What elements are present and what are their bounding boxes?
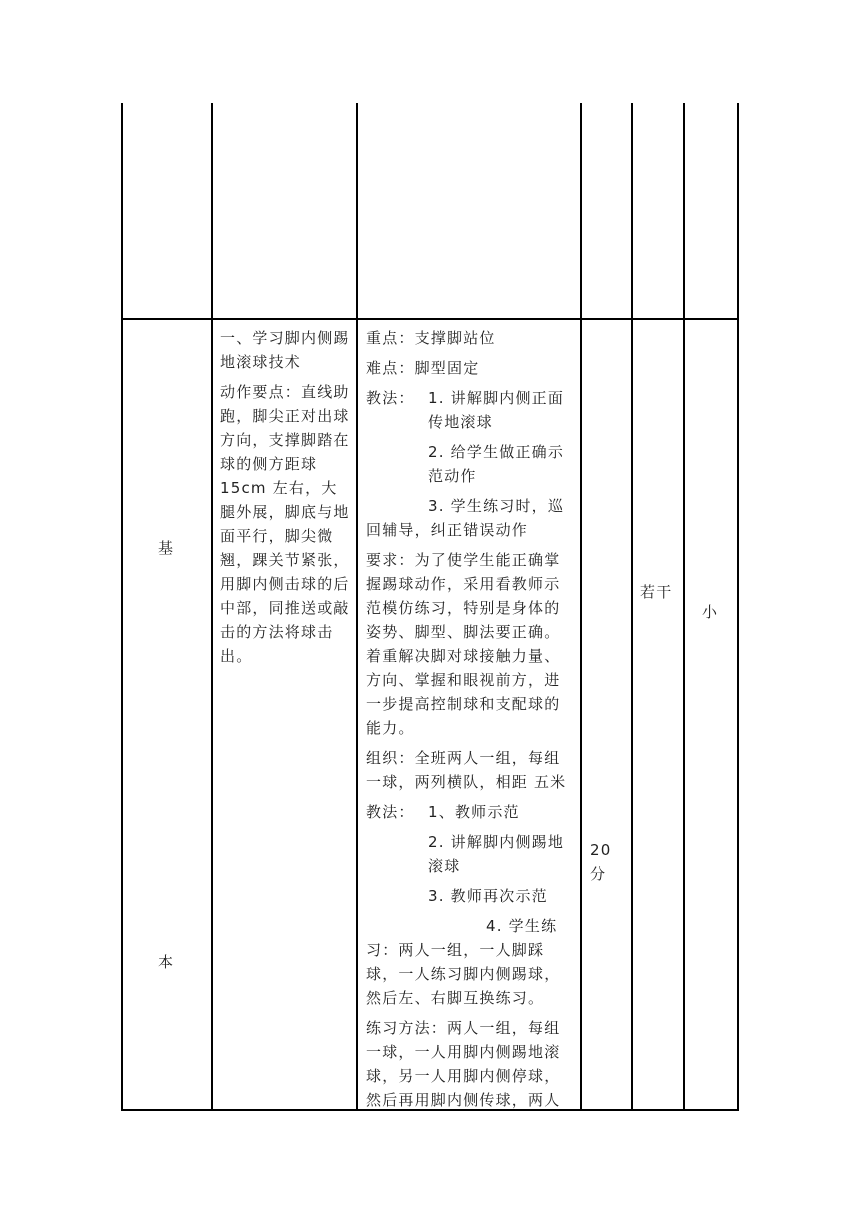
divider-1 bbox=[211, 103, 213, 1111]
method-1-step-2: 2. 给学生做正确示范动作 bbox=[428, 443, 565, 485]
divider-3 bbox=[580, 103, 582, 1111]
border-right bbox=[737, 103, 739, 1111]
method-label-1: 教法： bbox=[366, 389, 415, 407]
method-2-step-2: 2. 讲解脚内侧踢地滚球 bbox=[428, 833, 565, 875]
divider-4 bbox=[631, 103, 633, 1111]
count-cell: 若干 bbox=[640, 583, 673, 601]
requirement: 要求：为了使学生能正确掌握踢球动作，采用看教师示范模仿练习，特别是身体的姿势、脚型、脚法要正确。着重解决脚对球接触力量、方向、掌握和眼视前方，进一步提高控制球和支配球的能力。 bbox=[366, 551, 561, 737]
difficulty-point: 难点：脚型固定 bbox=[366, 359, 480, 377]
method-1-step-1: 1. 讲解脚内侧正面传地滚球 bbox=[428, 389, 565, 431]
section-label-ben: 本 bbox=[158, 953, 175, 971]
method-block-1 bbox=[366, 386, 576, 542]
intensity-cell: 小 bbox=[702, 603, 719, 621]
method-block-2 bbox=[366, 800, 576, 1010]
section-label-ji: 基 bbox=[158, 539, 175, 557]
key-point: 重点：支撑脚站位 bbox=[366, 329, 496, 347]
action-points: 动作要点：直线助跑，脚尖正对出球方向，支撑脚踏在球的侧方距球 15cm 左右，大腿外展，脚底与地面平行，脚尖微翘，踝关节紧张，用脚内侧击球的后中部，同推送或敲击的方法将球击出。 bbox=[220, 383, 350, 665]
method-1-step-3: 3. 学生练习时，巡回辅导，纠正错误动作 bbox=[366, 497, 565, 539]
row-divider bbox=[121, 318, 739, 320]
divider-5 bbox=[683, 103, 685, 1111]
method-column bbox=[366, 326, 576, 1118]
border-left bbox=[121, 103, 123, 1111]
divider-2 bbox=[356, 103, 358, 1111]
lesson-title: 一、学习脚内侧踢地滚球技术 bbox=[220, 329, 350, 371]
method-label-2: 教法： bbox=[366, 803, 415, 821]
content-column bbox=[220, 326, 352, 674]
practice-method: 练习方法：两人一组，每组一球，一人用脚内侧踢地滚球，另一人用脚内侧停球，然后再用脚内侧传球，两人 bbox=[366, 1019, 561, 1109]
method-2-step-4: 4. 学生练习：两人一组，一人脚踩球，一人练习脚内侧踢球，然后左、右脚互换练习。 bbox=[366, 917, 561, 1007]
method-2-step-1: 1、教师示范 bbox=[428, 803, 520, 821]
time-cell: 20分 bbox=[590, 841, 612, 883]
method-2-step-3: 3. 教师再次示范 bbox=[428, 887, 548, 905]
organization: 组织：全班两人一组，每组一球，两列横队，相距 五米 bbox=[366, 749, 567, 791]
